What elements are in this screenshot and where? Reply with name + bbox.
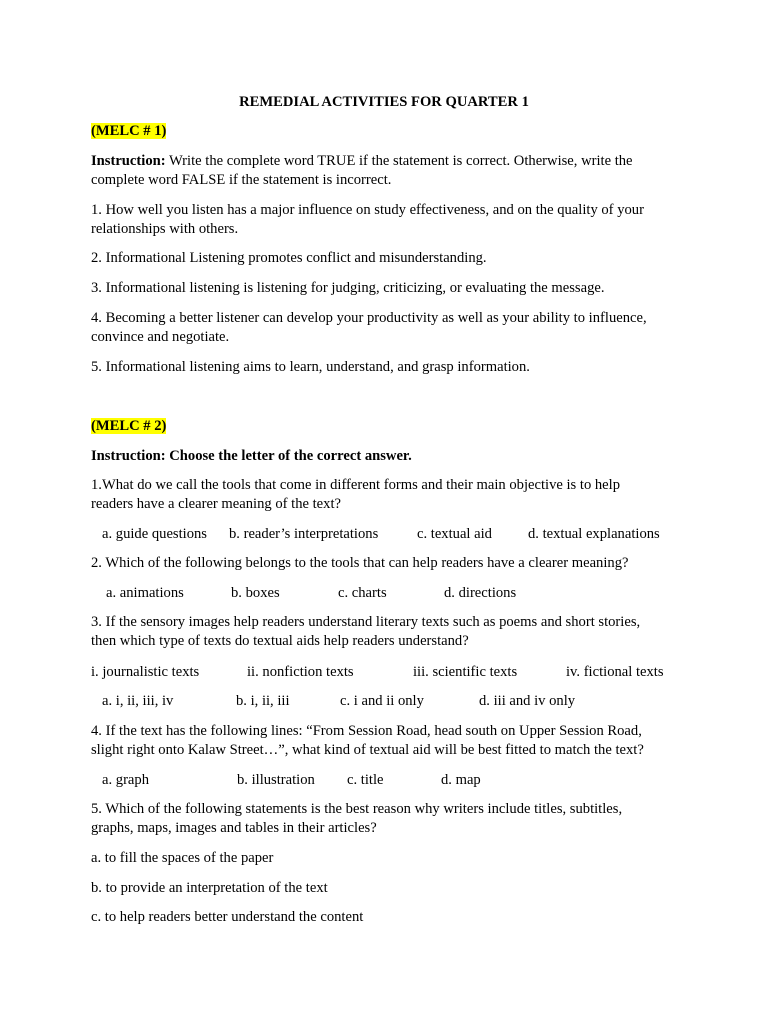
s1-q4-line2: convince and negotiate. xyxy=(91,329,230,345)
option-a: a. animations xyxy=(106,585,184,601)
option-a: a. i, ii, iii, iv xyxy=(102,693,174,709)
option-b: b. boxes xyxy=(231,585,280,601)
s2-q3-line2: then which type of texts do textual aids help readers understand? xyxy=(91,633,469,649)
section2-instruction: Instruction: Choose the letter of the correct answer. xyxy=(91,448,412,464)
s1-q1-line1: 1. How well you listen has a major influence on study effectiveness, and on the quality of your xyxy=(91,202,644,218)
document-title: REMEDIAL ACTIVITIES FOR QUARTER 1 xyxy=(239,94,529,110)
s1-q2: 2. Informational Listening promotes conflict and misunderstanding. xyxy=(91,250,487,266)
option-c: c. i and ii only xyxy=(340,693,424,709)
melc-1-tag xyxy=(91,122,166,141)
section1-instruction-line1 xyxy=(91,152,633,171)
melc-1-highlight: (MELC # 1) xyxy=(91,123,167,139)
s2-q4-line2: slight right onto Kalaw Street…”, what kind of textual aid will be best fitted to match the text? xyxy=(91,742,644,758)
option-a: a. graph xyxy=(102,772,150,788)
item-i: i. journalistic texts xyxy=(91,664,200,680)
option-a: a. guide questions xyxy=(102,526,207,542)
s2-q3-line1: 3. If the sensory images help readers understand literary texts such as poems and short stories, xyxy=(91,614,641,630)
item-iv: iv. fictional texts xyxy=(566,664,664,680)
s2-q5-option-b: b. to provide an interpretation of the text xyxy=(91,880,328,896)
s2-q2: 2. Which of the following belongs to the tools that can help readers have a clearer meaning? xyxy=(91,555,629,571)
s1-q5: 5. Informational listening aims to learn, understand, and grasp information. xyxy=(91,359,530,375)
option-c: c. title xyxy=(347,772,384,788)
item-iii: iii. scientific texts xyxy=(413,664,518,680)
s2-q5-line1: 5. Which of the following statements is the best reason why writers include titles, subtitles, xyxy=(91,801,623,817)
melc-2-tag xyxy=(91,417,166,436)
s2-q1-line2: readers have a clearer meaning of the text? xyxy=(91,496,341,512)
option-b: b. reader’s interpretations xyxy=(229,526,379,542)
melc-2-highlight: (MELC # 2) xyxy=(91,418,167,434)
s1-q4-line1: 4. Becoming a better listener can develop your productivity as well as your ability to influence, xyxy=(91,310,647,326)
s1-q1-line2: relationships with others. xyxy=(91,221,239,237)
option-d: d. directions xyxy=(444,585,517,601)
s2-q5-option-c: c. to help readers better understand the content xyxy=(91,909,364,925)
section1-instruction-line2: complete word FALSE if the statement is incorrect. xyxy=(91,172,392,188)
option-c: c. textual aid xyxy=(417,526,492,542)
s1-q3: 3. Informational listening is listening for judging, criticizing, or evaluating the message. xyxy=(91,280,605,296)
option-b: b. illustration xyxy=(237,772,315,788)
s2-q4-line1: 4. If the text has the following lines: “From Session Road, head south on Upper Session Road, xyxy=(91,723,642,739)
instruction-text: Write the complete word TRUE if the statement is correct. Otherwise, write the xyxy=(165,153,633,169)
option-d: d. map xyxy=(441,772,481,788)
option-d: d. iii and iv only xyxy=(479,693,576,709)
item-ii: ii. nonfiction texts xyxy=(247,664,354,680)
s2-q5-line2: graphs, maps, images and tables in their articles? xyxy=(91,820,377,836)
s2-q1-line1: 1.What do we call the tools that come in different forms and their main objective is to help xyxy=(91,477,621,493)
instruction-label: Instruction: xyxy=(91,153,166,169)
option-b: b. i, ii, iii xyxy=(236,693,290,709)
option-d: d. textual explanations xyxy=(528,526,660,542)
option-c: c. charts xyxy=(338,585,387,601)
s2-q5-option-a: a. to fill the spaces of the paper xyxy=(91,850,274,866)
